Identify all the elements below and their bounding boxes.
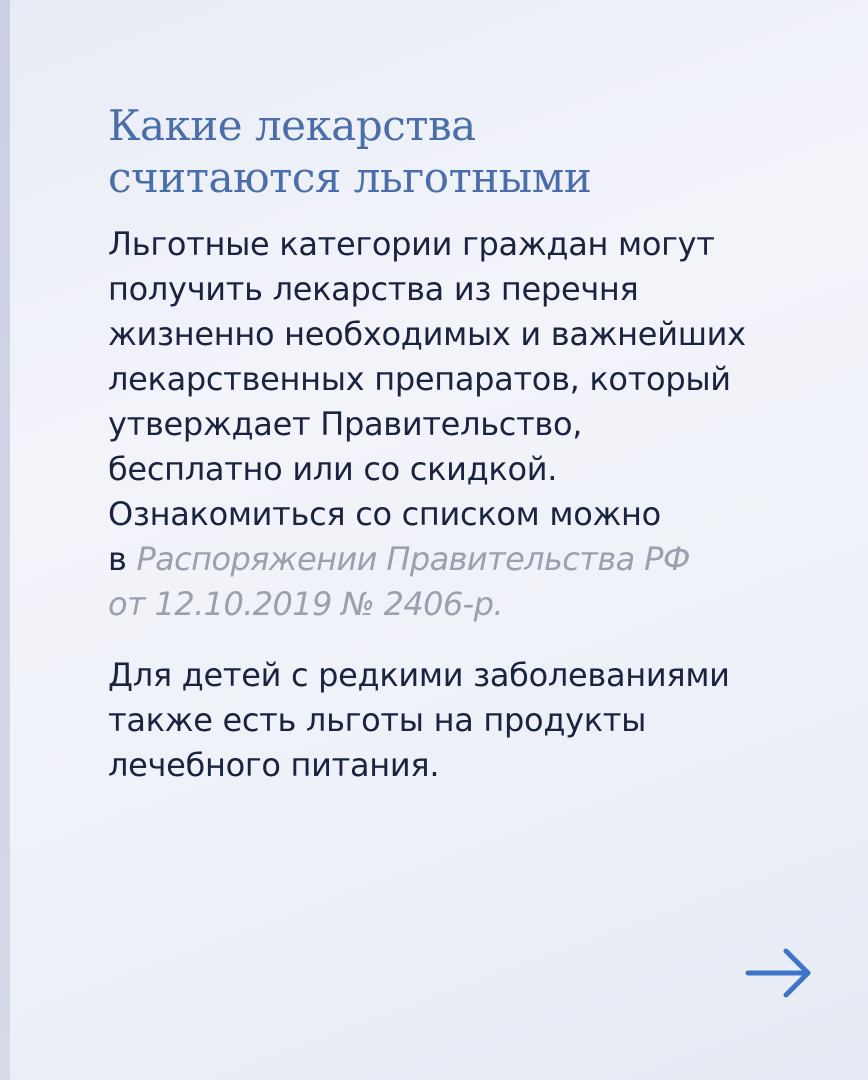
government-order-link[interactable]: Распоряжении Правительства РФ: [136, 540, 690, 578]
paragraph-2-line: Для детей с редкими заболеваниями: [108, 656, 730, 694]
left-edge-strip: [0, 0, 10, 1080]
title-line-1: Какие лекарства: [108, 101, 476, 150]
paragraph-1: [108, 222, 788, 627]
paragraph-1-line: Ознакомиться со списком можно: [108, 495, 661, 533]
paragraph-2: [108, 653, 788, 788]
title-line-2: считаются льготными: [108, 153, 592, 202]
paragraph-1-line: утверждает Правительство,: [108, 405, 583, 443]
paragraph-2-line: также есть льготы на продукты: [108, 701, 647, 739]
paragraph-1-line: получить лекарства из перечня: [108, 270, 639, 308]
reference-line-1: [108, 537, 788, 582]
government-order-link-date[interactable]: от 12.10.2019 № 2406-р.: [108, 585, 503, 623]
paragraph-1-line: лекарственных препаратов, который: [108, 360, 731, 398]
page-title: [108, 100, 788, 204]
content-card: [108, 100, 788, 788]
paragraph-1-line: бесплатно или со скидкой.: [108, 450, 558, 488]
paragraph-1-line: Льготные категории граждан могут: [108, 225, 715, 263]
reference-prefix: в: [108, 540, 127, 578]
paragraph-1-line: жизненно необходимых и важнейших: [108, 315, 746, 353]
arrow-right-icon[interactable]: [744, 945, 816, 1001]
paragraph-2-line: лечебного питания.: [108, 746, 440, 784]
